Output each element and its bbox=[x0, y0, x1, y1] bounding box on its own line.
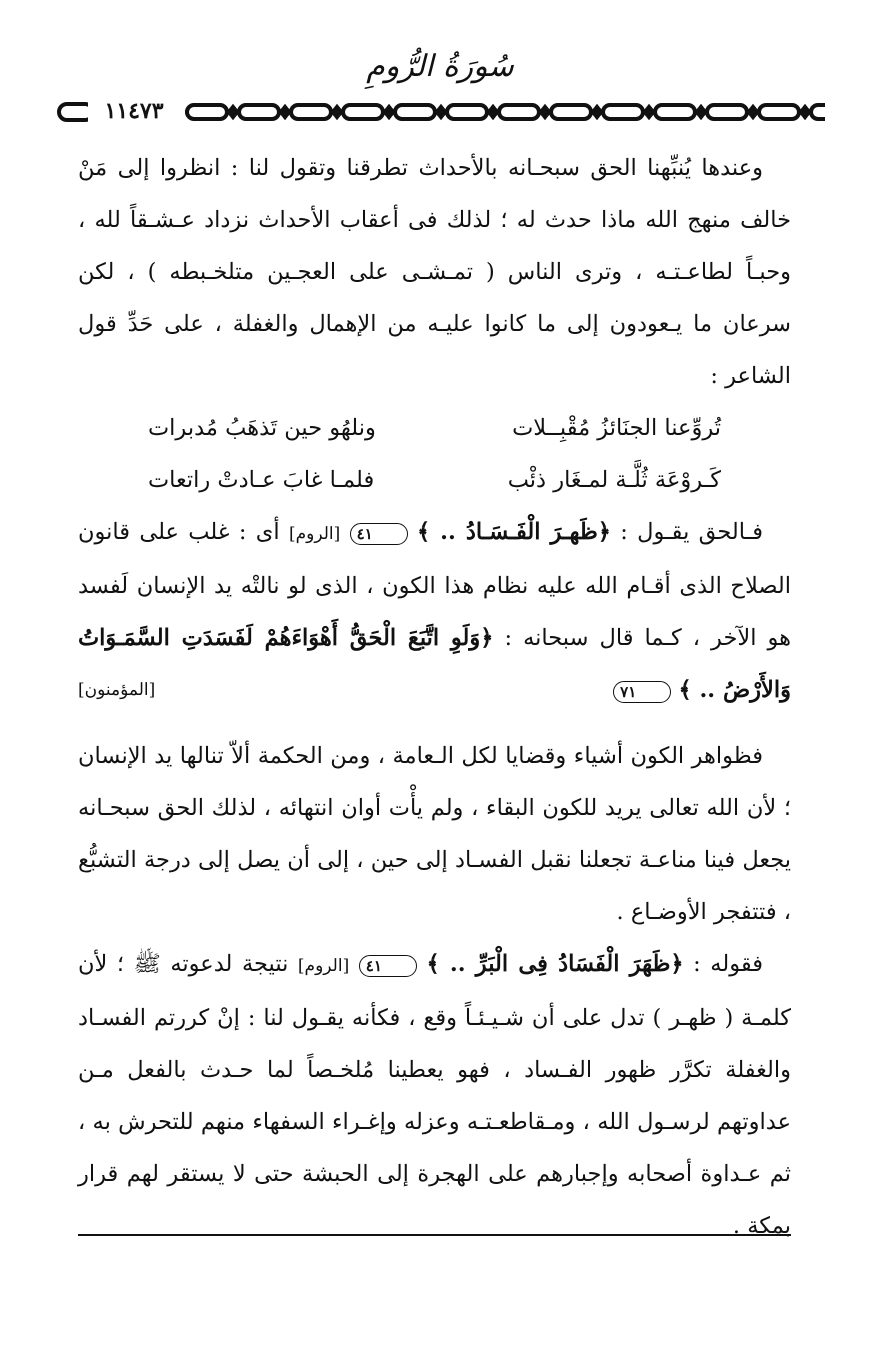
verse-hemistich: كَـروْعَة ثُلَّـة لمـغَار ذئْب bbox=[507, 467, 721, 493]
quran-quote: ﴿ظَهـرَ الْفَـسَـادُ .. ﴾ bbox=[417, 519, 611, 545]
quran-quote: ﴿وَلَوِ اتَّبَعَ الْحَقُّ أَهْوَاءَهُمْ لَفَسَدَتِ السَّمَـوَاتُ وَالأَرْضُ .. ﴾ bbox=[78, 625, 791, 703]
chain-link bbox=[291, 105, 331, 119]
chain-link bbox=[551, 105, 591, 119]
chain-diamond bbox=[385, 107, 393, 117]
chain-diamond bbox=[749, 107, 757, 117]
chain-link bbox=[187, 105, 227, 119]
chain-link bbox=[811, 105, 825, 119]
chain-link bbox=[655, 105, 695, 119]
chain-diamond bbox=[229, 107, 237, 117]
footer-rule bbox=[78, 1234, 791, 1236]
chain-link bbox=[499, 105, 539, 119]
chain-diamond bbox=[489, 107, 497, 117]
verse-line-2 bbox=[78, 454, 791, 506]
paragraph-4 bbox=[78, 938, 791, 1252]
ayah-number-badge: ٤١ bbox=[359, 955, 417, 977]
surah-title: سُورَةُ الرُّومِ bbox=[366, 49, 514, 84]
chain-diamond bbox=[645, 107, 653, 117]
chain-link bbox=[447, 105, 487, 119]
surah-reference: [المؤمنون] bbox=[78, 680, 156, 700]
verse-hemistich: تُروِّعنا الجنَائزُ مُقْبِــلات bbox=[512, 415, 721, 441]
verse-hemistich: ونلهُو حين تَذهَبُ مُدبرات bbox=[148, 415, 376, 441]
poem-verse bbox=[78, 402, 791, 506]
paragraph-1: وعندها يُنبِّهنا الحق سبحـانه بالأحداث تطرقنا وتقول لنا : انظروا إلى مَنْ خالف منهج الله ماذا حدث له ؛ لذلك فى أعقاب الأحداث نزداد عـشـقاً لله ، وحبـاً لطاعـتـه ، وترى الناس ( تمـشـى على العجـين متلخـبطه ) ، لكن سرعان ما يـعودون إلى ما كانوا عليـه من الإهمال والغفلة ، على حَدِّ قول الشاعر : bbox=[78, 155, 791, 389]
page-number: ١١٤٧٣ bbox=[88, 96, 180, 126]
chain-link bbox=[239, 105, 279, 119]
chain-link bbox=[395, 105, 435, 119]
chain-diamond bbox=[333, 107, 341, 117]
chain-diamond bbox=[437, 107, 445, 117]
verse-line-1 bbox=[78, 402, 791, 454]
chain-link bbox=[343, 105, 383, 119]
paragraph-2 bbox=[78, 506, 791, 716]
verse-hemistich: فلمـا غابَ عـادتْ راتعات bbox=[148, 467, 375, 493]
chain-diamond bbox=[801, 107, 809, 117]
chain-link bbox=[759, 105, 799, 119]
chain-link bbox=[603, 105, 643, 119]
text-run: نتيجة لدعوته ﷺ ؛ لأن كلمـة ( ظهـر ) تدل على أن شـيـئـاً وقع ، فكأنه يقـول لنا : إنْ كررتم الفسـاد والغفلة تكرَّر ظهور الفـساد ، فهو يعطينا مُلخـصاً لما حـدث بالفعل مـن عداوتهم لرسـول الله ، ومـقاطعـتـه وعزله وإغـراء السفهاء منهم للتحرش به ، ثم عـداوة أصحابه وإجبارهم على الهجرة إلى الحبشة حتى لا يستقر لهم قرار بمكة . bbox=[78, 951, 791, 1239]
surah-reference: [الروم] bbox=[297, 956, 350, 976]
chain-diamond bbox=[281, 107, 289, 117]
text-run: فـالحق يقـول : bbox=[610, 519, 763, 545]
ayah-number-badge: ٧١ bbox=[613, 681, 671, 703]
quran-quote: ﴿ظَهَرَ الْفَسَادُ فِى الْبَرِّ .. ﴾ bbox=[426, 951, 684, 977]
chain-link bbox=[707, 105, 747, 119]
text-run: فقوله : bbox=[683, 951, 763, 977]
chain-diamond bbox=[593, 107, 601, 117]
chain-diamond bbox=[541, 107, 549, 117]
ayah-number-badge: ٤١ bbox=[350, 523, 408, 545]
chain-diamond bbox=[697, 107, 705, 117]
text-run: أى : غلب على قانون الصلاح الذى أقـام الله عليه نظام هذا الكون ، الذى لو نالتْه يد الإنسان لَفسد هو الآخر ، كـما قال سبحانه : bbox=[78, 519, 791, 651]
surah-reference: [الروم] bbox=[288, 524, 341, 544]
paragraph-3: فظواهر الكون أشياء وقضايا لكل الـعامة ، ومن الحكمة ألاّ تنالها يد الإنسان ؛ لأن الله تعالى يريد للكون البقاء ، ولم يأْت أوان انتهائه ، لذلك الحق سبحـانه يجعل فينا مناعـة تجعلنا نقبل الفسـاد إلى حين ، إلى أن يصل إلى درجة التشبُّع ، فتتفجر الأوضـاع . bbox=[78, 743, 791, 925]
page-body bbox=[78, 142, 791, 1252]
